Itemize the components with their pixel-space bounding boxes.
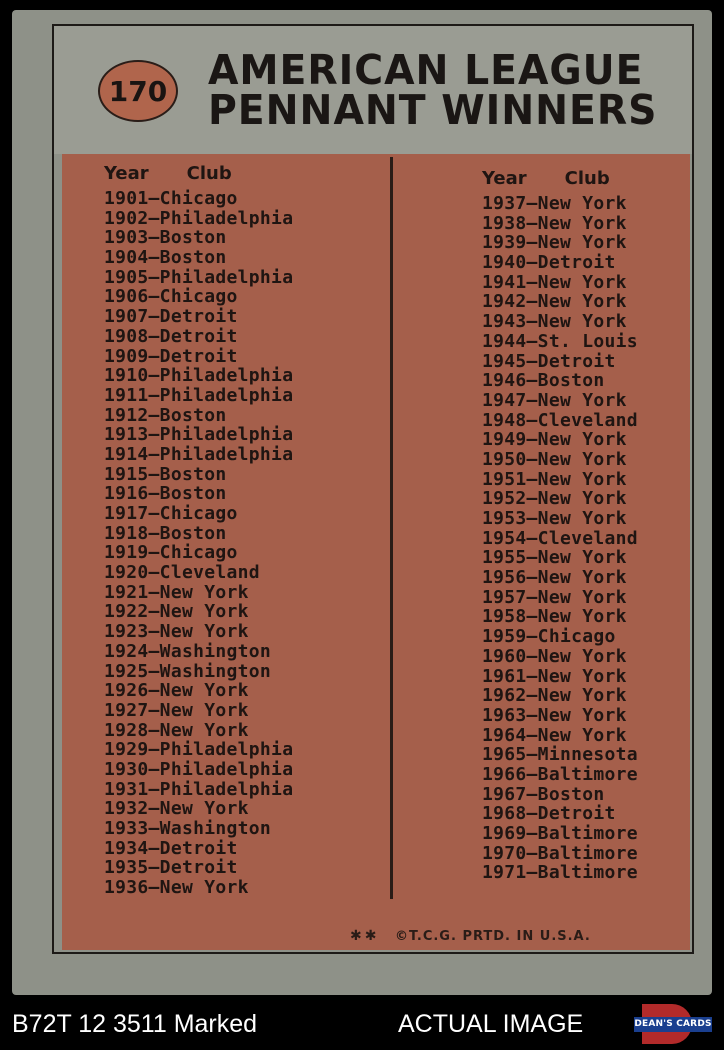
winner-row: 1945—Detroit [482,350,616,372]
winner-row: 1953—New York [482,508,627,529]
winner-row: 1938—New York [482,212,627,234]
winner-row: 1940—Detroit [482,252,616,274]
club-header: Club [564,168,610,189]
winner-row: 1914—Philadelphia [104,443,294,465]
winner-row: 1970—Baltimore [482,842,638,864]
winner-row: 1947—New York [482,389,627,411]
winner-row: 1909—Detroit [104,345,238,367]
winner-row: 1943—New York [482,311,627,333]
winner-row: 1924—Washington [104,640,272,662]
winner-row: 1929—Philadelphia [104,739,294,761]
listing-caption: B72T 12 3511 Marked [12,1010,258,1038]
winner-row: 1948—Cleveland [482,409,638,431]
winner-row: 1918—Boston [104,522,227,544]
winner-row: 1967—Boston [482,783,605,805]
winner-row: 1930—Philadelphia [104,758,294,780]
winner-row: 1919—Chicago [104,542,238,564]
winner-row: 1926—New York [104,680,249,702]
winner-row: 1959—Chicago [482,626,616,648]
winner-row: 1941—New York [482,271,627,293]
card-number-badge: 170 [98,60,178,122]
logo-text: DEAN'S CARDS [634,1017,712,1032]
deans-cards-logo[interactable] [634,1004,712,1044]
column-divider [390,157,393,899]
winner-row: 1969—Baltimore [482,823,638,844]
winner-row: 1904—Boston [104,247,227,269]
winner-row: 1966—Baltimore [482,763,638,785]
winner-row: 1920—Cleveland [104,562,260,584]
year-header: Year [482,168,527,189]
winner-row: 1931—Philadelphia [104,778,294,800]
winner-row: 1946—Boston [482,370,605,392]
winner-row: 1957—New York [482,586,627,608]
winner-row: 1934—Detroit [104,837,238,859]
winner-row: 1922—New York [104,601,249,623]
title-line-2: PENNANT WINNERS [208,86,658,134]
winner-row: 1968—Detroit [482,803,616,825]
winner-row: 1939—New York [482,232,627,254]
actual-image-label: ACTUAL IMAGE [398,1010,584,1038]
winner-row: 1960—New York [482,645,627,667]
winner-row: 1944—St. Louis [482,330,638,352]
winner-row: 1951—New York [482,468,627,490]
winner-row: 1932—New York [104,798,249,820]
right-column-header [482,168,638,194]
right-column [482,168,638,883]
winner-row: 1923—New York [104,621,249,643]
winner-row: 1921—New York [104,581,249,603]
winner-row: 1937—New York [482,193,627,214]
winner-row: 1913—Philadelphia [104,424,294,446]
winner-row: 1915—Boston [104,463,227,485]
winner-row: 1903—Boston [104,227,227,249]
club-header: Club [186,163,232,184]
stars-icon: ✱✱ [350,928,380,944]
left-column [104,163,293,898]
right-rows [482,194,638,883]
winner-row: 1962—New York [482,685,627,707]
winner-row: 1933—Washington [104,818,272,839]
title-line-1: AMERICAN LEAGUE [208,46,644,94]
winner-row: 1902—Philadelphia [104,207,294,229]
winner-row: 1908—Detroit [104,325,238,347]
winner-row: 1925—Washington [104,660,272,682]
winner-row: 1907—Detroit [104,306,238,328]
winner-row: 1917—Chicago [104,503,238,524]
card-title [208,46,659,134]
winner-row: 1910—Philadelphia [104,365,294,387]
winner-row: 1952—New York [482,488,627,510]
winner-row: 1955—New York [482,547,627,569]
copyright-text: ©T.C.G. PRTD. IN U.S.A. [395,929,591,944]
winner-row: 1911—Philadelphia [104,384,294,406]
winner-row: 1928—New York [104,719,249,741]
winner-row: 1950—New York [482,448,627,470]
winner-row: 1912—Boston [104,404,227,426]
left-column-header [104,163,293,189]
winner-row: 1949—New York [482,429,627,451]
winner-row: 1906—Chicago [104,286,238,308]
winner-row: 1954—Cleveland [482,527,638,549]
winner-row: 1963—New York [482,704,627,726]
winner-row: 1935—Detroit [104,857,238,879]
winner-row: 1961—New York [482,665,627,687]
winner-row: 1927—New York [104,699,249,721]
winner-row: 1942—New York [482,291,627,313]
winner-row: 1971—Baltimore [482,862,638,884]
winner-row: 1965—Minnesota [482,744,638,766]
winner-row: 1901—Chicago [104,188,238,209]
winner-row: 1936—New York [104,877,249,899]
left-rows [104,189,293,898]
winner-row: 1956—New York [482,567,627,589]
winner-row: 1905—Philadelphia [104,266,294,288]
winner-row: 1958—New York [482,606,627,628]
winner-row: 1964—New York [482,724,627,746]
copyright-line [350,928,591,944]
year-header: Year [104,163,149,184]
winner-row: 1916—Boston [104,483,227,505]
